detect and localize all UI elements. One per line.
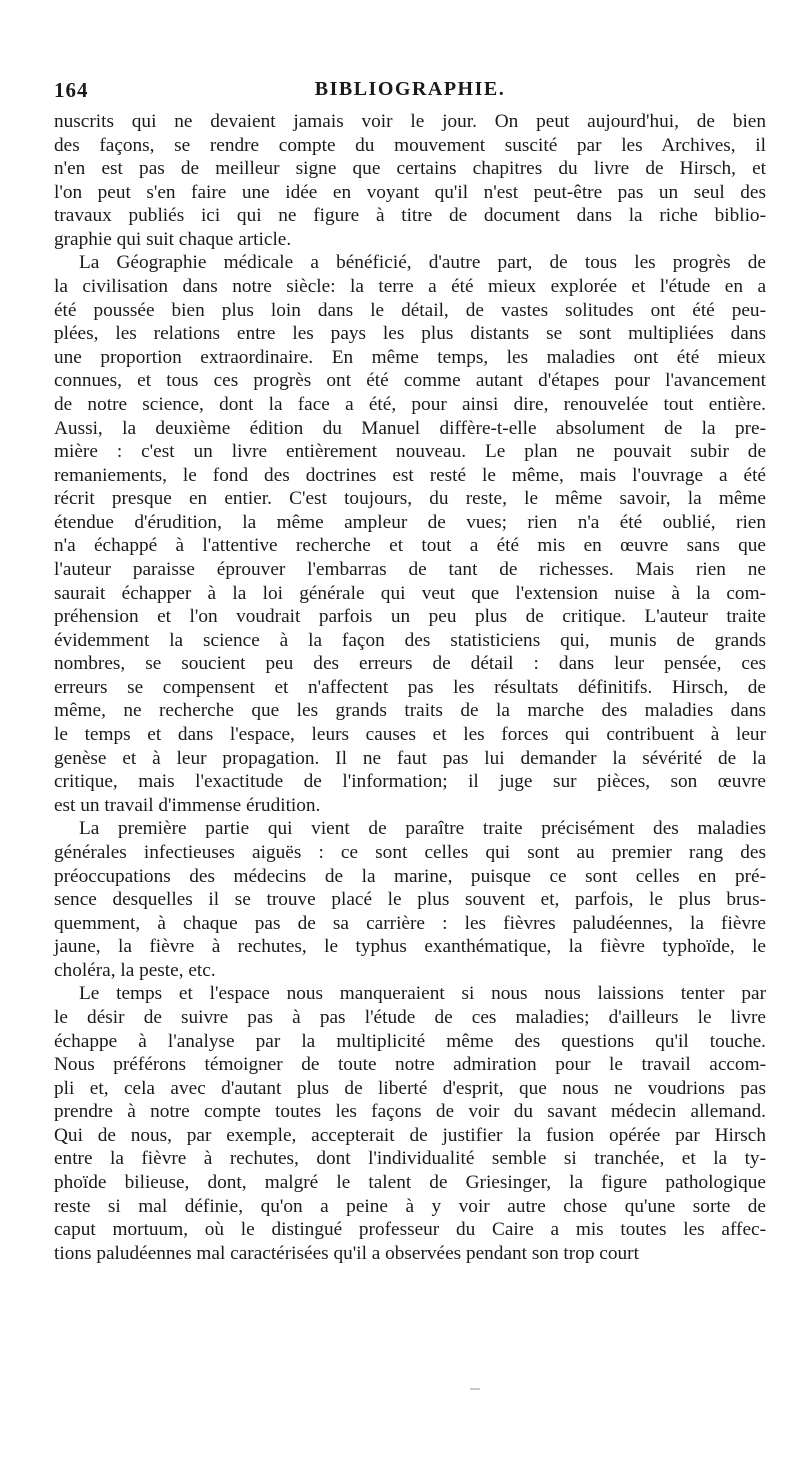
text-line: n'a échappé à l'attentive recherche et tout a été mis en œuvre sans que	[54, 535, 766, 557]
page-number: 164	[54, 78, 89, 102]
text-line: préoccupations des médecins de la marine, puisque ce sont celles en pré-	[54, 865, 766, 887]
paragraph	[54, 817, 766, 982]
text-line: l'on peut s'en faire une idée en voyant qu'il n'est peut-être pas un seul des	[54, 181, 766, 203]
text-line: La première partie qui vient de paraître traite précisément des maladies	[79, 818, 766, 840]
text-line: caput mortuum, où le distingué professeur du Caire a mis toutes les affec-	[54, 1219, 766, 1241]
text-line: critique, mais l'exactitude de l'information; il juge sur pièces, son œuvre	[54, 771, 766, 793]
body-text	[54, 110, 766, 1265]
text-line: plées, les relations entre les pays les plus distants se sont multipliées dans	[54, 323, 766, 345]
text-line: genèse et à leur propagation. Il ne faut pas lui demander la sévérité de la	[54, 747, 766, 769]
text-line: n'en est pas de meilleur signe que certains chapitres du livre de Hirsch, et	[54, 158, 766, 180]
text-line: La Géographie médicale a bénéficié, d'autre part, de tous les progrès de	[79, 252, 766, 274]
text-line: récrit presque en entier. C'est toujours, du reste, le même savoir, la même	[54, 488, 766, 510]
text-line: pli et, cela avec d'autant plus de liberté d'esprit, que nous ne voudrions pas	[54, 1077, 766, 1099]
text-line: Aussi, la deuxième édition du Manuel diffère-t-elle absolument de la pre-	[54, 417, 766, 439]
text-line: une proportion extraordinaire. En même temps, les maladies ont été mieux	[54, 346, 766, 368]
text-line: phoïde bilieuse, dont, malgré le talent de Griesinger, la figure pathologique	[54, 1172, 766, 1194]
running-title: BIBLIOGRAPHIE.	[314, 78, 506, 100]
text-line: été poussée bien plus loin dans le détail, de vastes solitudes ont été peu-	[54, 299, 766, 321]
text-line: le temps et dans l'espace, leurs causes et les forces qui contribuent à leur	[54, 724, 766, 746]
text-line: mière : c'est un livre entièrement nouveau. Le plan ne pouvait subir de	[54, 441, 766, 463]
text-line: Le temps et l'espace nous manqueraient si nous nous laissions tenter par	[79, 983, 766, 1005]
text-line: sence desquelles il se trouve placé le plus souvent et, parfois, le plus brus-	[54, 889, 766, 911]
text-line: générales infectieuses aiguës : ce sont celles qui sont au premier rang des	[54, 841, 766, 863]
paragraph	[54, 982, 766, 1265]
text-line: l'auteur paraisse éprouver l'embarras de tant de richesses. Mais rien ne	[54, 558, 766, 580]
text-line: remaniements, le fond des doctrines est resté le même, mais l'ouvrage a été	[54, 464, 766, 486]
text-line: même, ne recherche que les grands traits de la marche des maladies dans	[54, 700, 766, 722]
text-line: quemment, à chaque pas de sa carrière : les fièvres paludéennes, la fièvre	[54, 912, 766, 934]
book-page	[54, 78, 766, 1265]
text-line: jaune, la fièvre à rechutes, le typhus exanthématique, la fièvre typhoïde, le	[54, 936, 766, 958]
text-line: travaux publiés ici qui ne figure à titre de document dans la riche biblio-	[54, 205, 766, 227]
text-line: est un travail d'immense érudition.	[54, 794, 321, 816]
text-line: nombres, se soucient peu des erreurs de détail : dans leur pensée, ces	[54, 653, 766, 675]
text-line: échappe à l'analyse par la multiplicité même des questions qu'il touche.	[54, 1030, 766, 1052]
text-line: prendre à notre compte toutes les façons de voir du savant médecin allemand.	[54, 1101, 766, 1123]
text-line: nuscrits qui ne devaient jamais voir le jour. On peut aujourd'hui, de bien	[54, 111, 766, 132]
text-line: connues, et tous ces progrès ont été comme autant d'étapes pour l'avancement	[54, 370, 766, 392]
text-line: saurait échapper à la loi générale qui veut que l'extension nuise à la com-	[54, 582, 766, 604]
page-header	[54, 78, 766, 108]
text-line: reste si mal définie, qu'on a peine à y voir autre chose qu'une sorte de	[54, 1195, 766, 1217]
text-line: Qui de nous, par exemple, accepterait de justifier la fusion opérée par Hirsch	[54, 1124, 766, 1146]
text-line: erreurs se compensent et n'affectent pas les résultats définitifs. Hirsch, de	[54, 676, 766, 698]
text-line: graphie qui suit chaque article.	[54, 228, 292, 250]
text-line: la civilisation dans notre siècle: la terre a été mieux explorée et l'étude en a	[54, 276, 766, 298]
text-line: des façons, se rendre compte du mouvement suscité par les Archives, il	[54, 134, 766, 156]
paragraph	[54, 110, 766, 251]
text-line: évidemment la science à la façon des statisticiens qui, munis de grands	[54, 629, 766, 651]
text-line: tions paludéennes mal caractérisées qu'il a observées pendant son trop court	[54, 1242, 639, 1264]
text-line: choléra, la peste, etc.	[54, 959, 216, 981]
text-line: préhension et l'on voudrait parfois un peu plus de critique. L'auteur traite	[54, 606, 766, 628]
text-line: Nous préférons témoigner de toute notre admiration pour le travail accom-	[54, 1054, 766, 1076]
text-line: étendue d'érudition, la même ampleur de vues; rien n'a été oublié, rien	[54, 511, 766, 533]
paragraph	[54, 251, 766, 817]
text-line: le désir de suivre pas à pas l'étude de ces maladies; d'ailleurs le livre	[54, 1006, 766, 1028]
text-line: entre la fièvre à rechutes, dont l'individualité semble si tranchée, et la ty-	[54, 1148, 766, 1170]
print-speck	[470, 1388, 480, 1390]
text-line: de notre science, dont la face a été, pour ainsi dire, renouvelée tout entière.	[54, 393, 766, 415]
